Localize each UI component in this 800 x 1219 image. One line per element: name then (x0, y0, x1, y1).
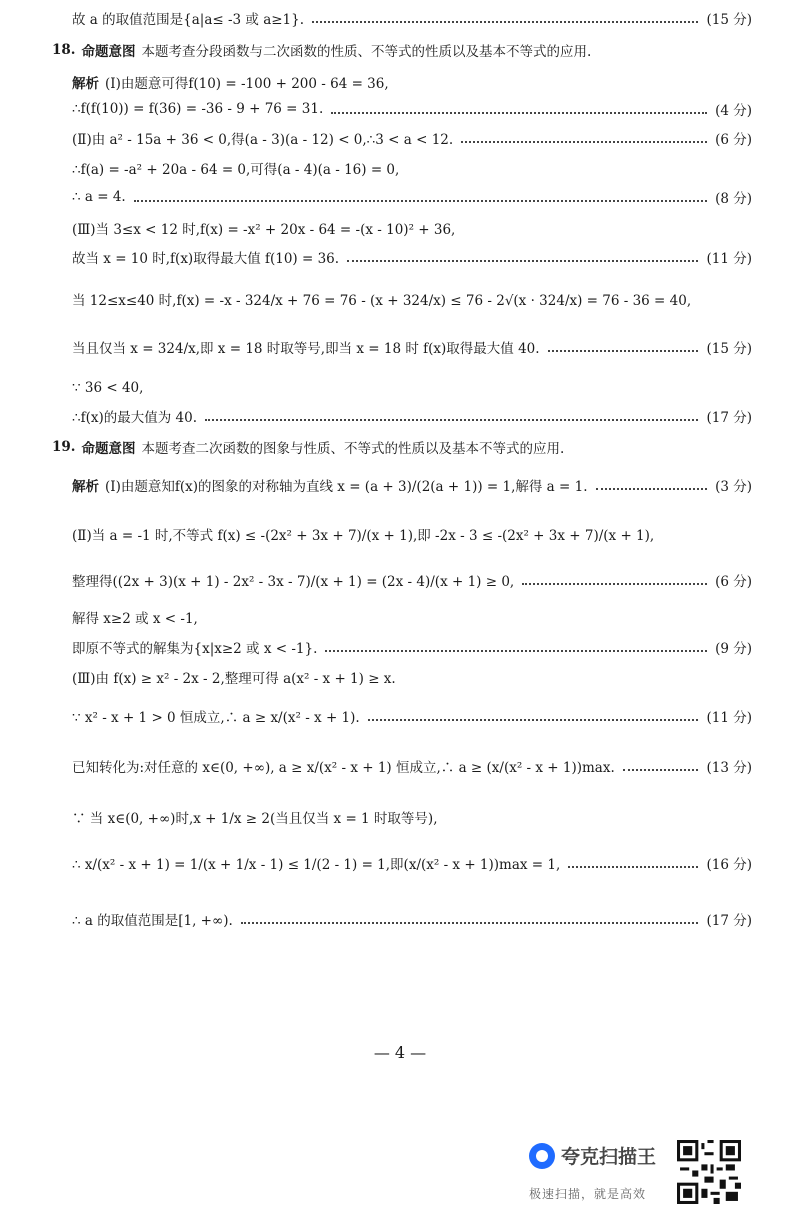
scanner-watermark (527, 1137, 675, 1207)
answer-line: 故 a 的取值范围是{a|a≤ -3 或 a≥1}. (15 分) (72, 12, 752, 28)
scanner-logo-icon (529, 1143, 555, 1169)
qr-code-icon (677, 1140, 741, 1204)
answer-line: 当 12≤x≤40 时,f(x) = -x - 324/x + 76 = 76 - (x + 324/x) ≤ 76 - 2√(x · 324/x) = 76 - 36 = 40, (72, 293, 692, 309)
answer-line: ∴ x/(x² - x + 1) = 1/(x + 1/x - 1) ≤ 1/(2 - 1) = 1,即(x/(x² - x + 1))max = 1, (16 分) (72, 857, 752, 873)
brand-name: 夸克扫描王 (561, 1146, 657, 1168)
answer-line: 解得 x≥2 或 x < -1, (72, 611, 198, 627)
question-heading: 18. 命题意图 本题考查分段函数与二次函数的性质、不等式的性质以及基本不等式的应用. (52, 42, 592, 60)
answer-line: 已知转化为:对任意的 x∈(0, +∞), a ≥ x/(x² - x + 1) 恒成立,∴ a ≥ (x/(x² - x + 1))max. (13 分) (72, 760, 752, 776)
brand-slogan: 极速扫描，就是高效 (529, 1187, 647, 1201)
answer-line: 故当 x = 10 时,f(x)取得最大值 f(10) = 36. (11 分) (72, 251, 752, 267)
answer-line: ∵ 当 x∈(0, +∞)时,x + 1/x ≥ 2(当且仅当 x = 1 时取等号), (72, 811, 438, 827)
answer-line: ∵ 36 < 40, (72, 380, 144, 396)
answer-line: ∴f(a) = -a² + 20a - 64 = 0,可得(a - 4)(a - 16) = 0, (72, 162, 400, 178)
answer-line: ∴ a = 4. (8 分) (72, 189, 752, 207)
answer-line: 解析 (Ⅰ)由题意可得f(10) = -100 + 200 - 64 = 36, (72, 76, 389, 92)
answer-line: (Ⅲ)当 3≤x < 12 时,f(x) = -x² + 20x - 64 = -(x - 10)² + 36, (72, 222, 456, 238)
answer-line: 解析 (Ⅰ)由题意知f(x)的图象的对称轴为直线 x = (a + 3)/(2(a + 1)) = 1,解得 a = 1. (3 分) (72, 479, 752, 495)
answer-line: (Ⅱ)由 a² - 15a + 36 < 0,得(a - 3)(a - 12) < 0,∴3 < a < 12. (6 分) (72, 132, 752, 148)
answer-line: 整理得((2x + 3)(x + 1) - 2x² - 3x - 7)/(x + 1) = (2x - 4)/(x + 1) ≥ 0, (6 分) (72, 574, 752, 590)
answer-line: ∴f(f(10)) = f(36) = -36 - 9 + 76 = 31. (4 分) (72, 101, 752, 119)
answer-line: (Ⅱ)当 a = -1 时,不等式 f(x) ≤ -(2x² + 3x + 7)/(x + 1),即 -2x - 3 ≤ -(2x² + 3x + 7)/(x + 1), (72, 528, 655, 544)
answer-line: ∵ x² - x + 1 > 0 恒成立,∴ a ≥ x/(x² - x + 1). (11 分) (72, 710, 752, 726)
answer-line: 即原不等式的解集为{x|x≥2 或 x < -1}. (9 分) (72, 641, 752, 657)
page-number: — 4 — (373, 1043, 427, 1062)
question-heading: 19. 命题意图 本题考查二次函数的图象与性质、不等式的性质以及基本不等式的应用. (52, 439, 565, 457)
answer-line: ∴f(x)的最大值为 40. (17 分) (72, 410, 752, 426)
answer-line: ∴ a 的取值范围是[1, +∞). (17 分) (72, 913, 752, 929)
answer-line: 当且仅当 x = 324/x,即 x = 18 时取等号,即当 x = 18 时 f(x)取得最大值 40. (15 分) (72, 341, 752, 357)
answer-line: (Ⅲ)由 f(x) ≥ x² - 2x - 2,整理可得 a(x² - x + 1) ≥ x. (72, 671, 396, 687)
